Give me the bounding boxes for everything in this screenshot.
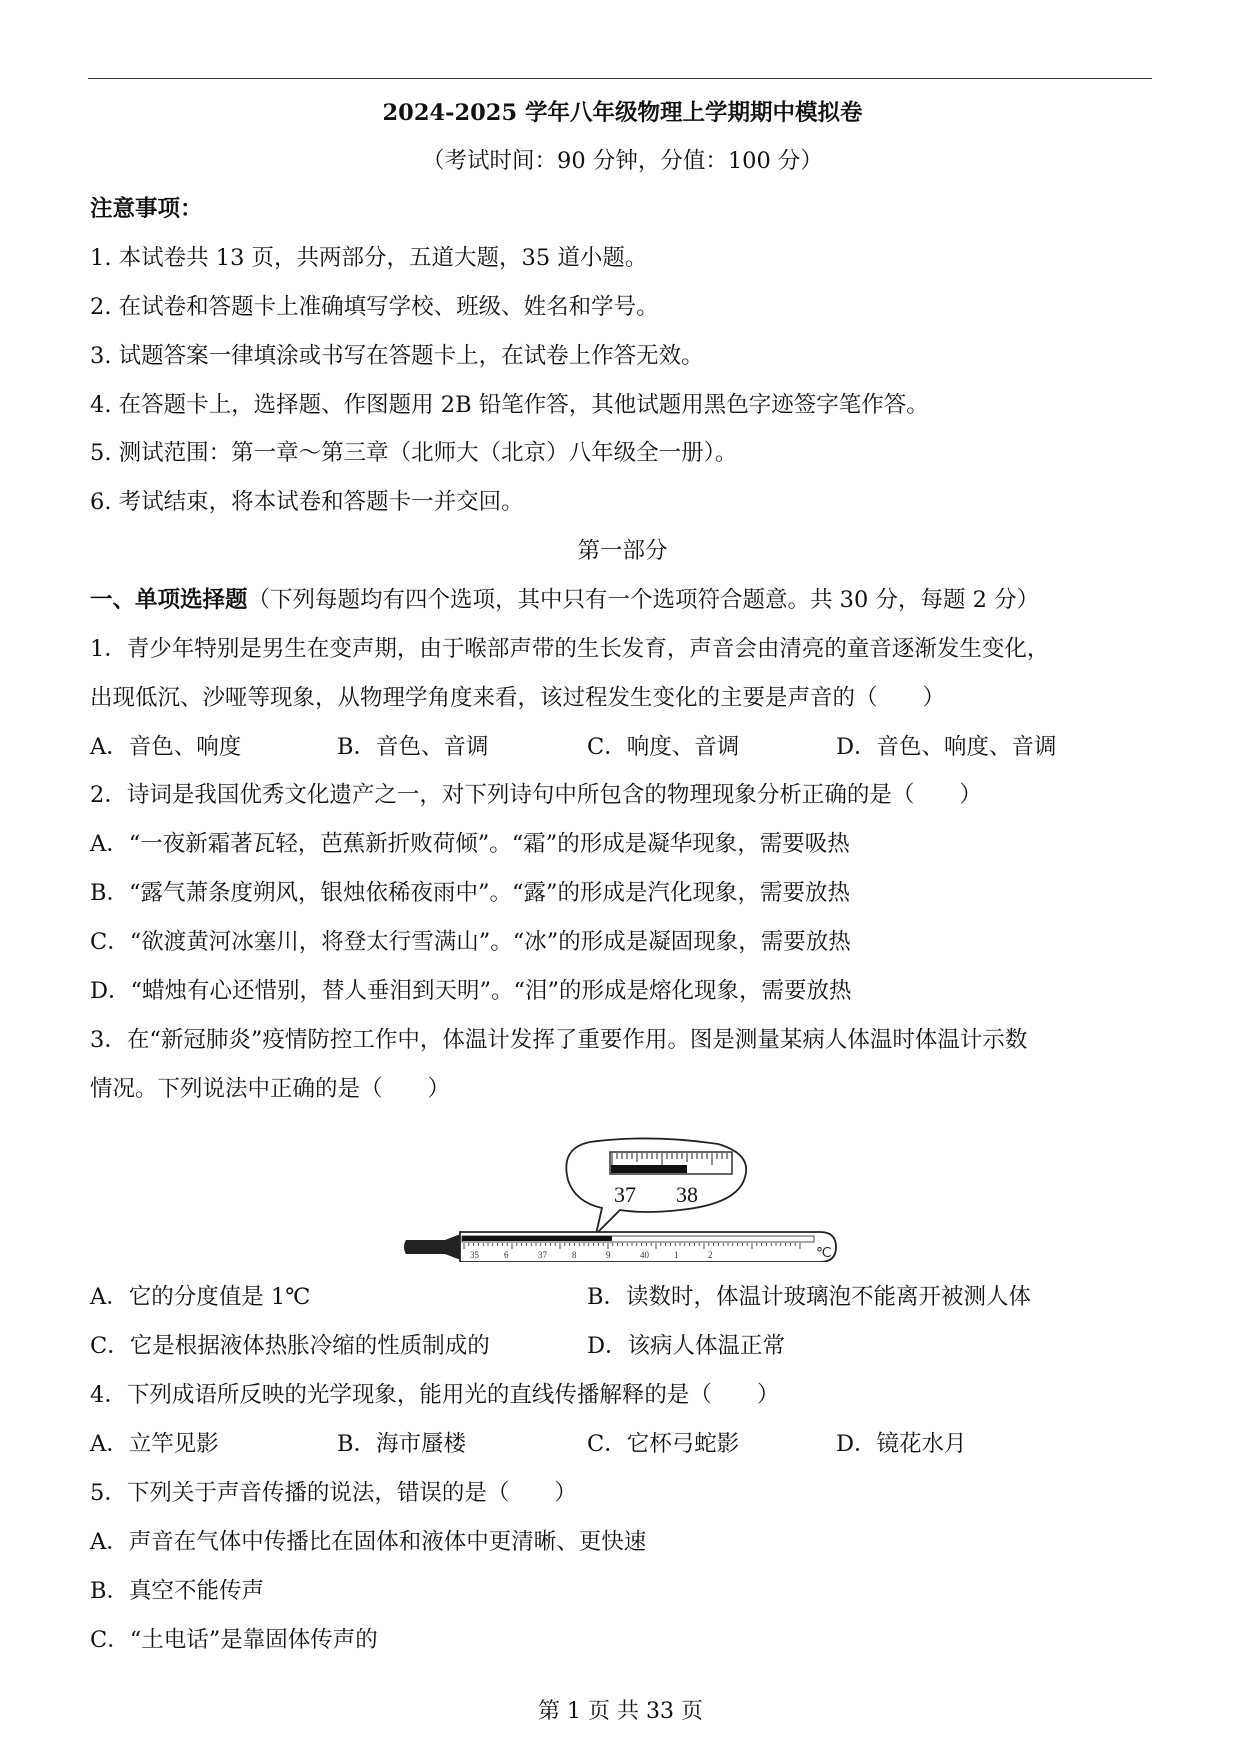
scale-label: 1 <box>674 1250 679 1260</box>
q2-stem: 2．诗词是我国优秀文化遗产之一，对下列诗句中所包含的物理现象分析正确的是（ ） <box>90 782 982 808</box>
note-item: 3. 试题答案一律填涂或书写在答题卡上，在试卷上作答无效。 <box>90 343 704 369</box>
unit-label: ℃ <box>816 1246 832 1261</box>
q2-option-c: C．“欲渡黄河冰塞川，将登太行雪满山”。“冰”的形成是凝固现象，需要放热 <box>90 929 851 955</box>
zoom-label-37: 37 <box>614 1182 636 1207</box>
q5-option-b: B．真空不能传声 <box>90 1578 265 1604</box>
q3-stem-2: 情况。下列说法中正确的是（ ） <box>90 1076 451 1102</box>
scale-label: 6 <box>504 1250 509 1260</box>
q4-option-a: A．立竿见影 <box>90 1431 219 1457</box>
part-heading: 第一部分 <box>577 538 668 564</box>
note-item: 5. 测试范围：第一章～第三章（北师大（北京）八年级全一册）。 <box>90 440 738 466</box>
scale-label: 40 <box>640 1250 649 1260</box>
top-rule <box>88 78 1152 79</box>
thermometer <box>404 1232 836 1262</box>
q1-stem-2: 出现低沉、沙哑等现象，从物理学角度来看，该过程发生变化的主要是声音的（ ） <box>90 685 946 711</box>
q5-option-a: A．声音在气体中传播比在固体和液体中更清晰、更快速 <box>90 1529 647 1555</box>
exam-subtitle: （考试时间：90 分钟，分值：100 分） <box>422 148 823 174</box>
q4-option-c: C．它杯弓蛇影 <box>587 1431 740 1457</box>
scale-label: 35 <box>470 1250 479 1260</box>
exam-title: 2024-2025 学年八年级物理上学期期中模拟卷 <box>382 100 863 126</box>
q2-option-a: A．“一夜新霜著瓦轻，芭蕉新折败荷倾”。“霜”的形成是凝华现象，需要吸热 <box>90 831 850 857</box>
zoom-label-38: 38 <box>676 1182 698 1207</box>
scale-label: 9 <box>606 1250 611 1260</box>
q2-option-d: D．“蜡烛有心还惜别，替人垂泪到天明”。“泪”的形成是熔化现象，需要放热 <box>90 978 852 1004</box>
scale-label: 37 <box>538 1250 547 1260</box>
q5-stem: 5．下列关于声音传播的说法，错误的是（ ） <box>90 1480 577 1506</box>
q1-option-b: B．音色、音调 <box>337 734 489 760</box>
q2-option-b: B．“露气萧条度朔风，银烛依稀夜雨中”。“露”的形成是汽化现象，需要放热 <box>90 880 851 906</box>
note-item: 1. 本试卷共 13 页，共两部分，五道大题，35 道小题。 <box>90 245 648 271</box>
scale-label: 8 <box>572 1250 577 1260</box>
page-footer: 第 1 页 共 33 页 <box>538 1699 703 1724</box>
q4-option-b: B．海市蜃楼 <box>337 1431 467 1457</box>
note-item: 4. 在答题卡上，选择题、作图题用 2B 铅笔作答，其他试题用黑色字迹签字笔作答。 <box>90 392 929 418</box>
section-heading <box>90 585 1155 615</box>
zoom-bubble <box>566 1138 746 1234</box>
q1-stem-1: 1．青少年特别是男生在变声期，由于喉部声带的生长发育，声音会由清亮的童音逐渐发生变化， <box>90 636 1050 662</box>
section-label: 一、单项选择题 <box>90 587 248 613</box>
q1-option-d: D．音色、响度、音调 <box>836 734 1057 760</box>
q5-option-c: C．“土电话”是靠固体传声的 <box>90 1627 378 1653</box>
section-desc: （下列每题均有四个选项，其中只有一个选项符合题意。共 30 分，每题 2 分） <box>247 587 1040 613</box>
thermometer-figure <box>400 1132 840 1262</box>
q3-option-c: C．它是根据液体热胀冷缩的性质制成的 <box>90 1333 490 1359</box>
scale-label: 2 <box>708 1250 713 1260</box>
q3-option-b: B．读数时，体温计玻璃泡不能离开被测人体 <box>587 1284 1032 1310</box>
q3-option-a: A．它的分度值是 1℃ <box>90 1284 311 1310</box>
q3-stem-1: 3．在“新冠肺炎”疫情防控工作中，体温计发挥了重要作用。图是测量某病人体温时体温计示数 <box>90 1027 1028 1053</box>
q1-option-c: C．响度、音调 <box>587 734 740 760</box>
note-item: 2. 在试卷和答题卡上准确填写学校、班级、姓名和学号。 <box>90 294 659 320</box>
q1-option-a: A．音色、响度 <box>90 734 242 760</box>
q3-option-d: D．该病人体温正常 <box>587 1333 786 1359</box>
q4-option-d: D．镜花水月 <box>836 1431 967 1457</box>
note-item: 6. 考试结束，将本试卷和答题卡一并交回。 <box>90 489 524 515</box>
notes-heading: 注意事项： <box>90 196 203 222</box>
q4-stem: 4．下列成语所反映的光学现象，能用光的直线传播解释的是（ ） <box>90 1382 780 1408</box>
